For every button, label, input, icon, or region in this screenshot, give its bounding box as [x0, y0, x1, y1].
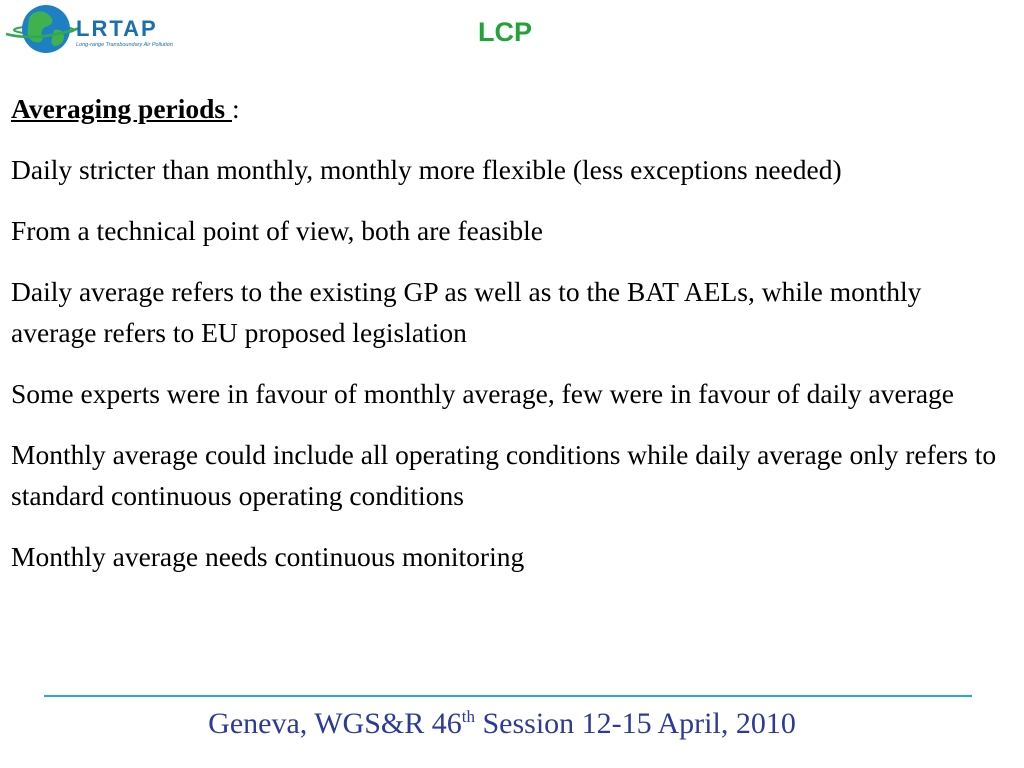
- paragraph: Monthly average needs continuous monitoring: [11, 541, 525, 572]
- section-heading: [11, 88, 1001, 129]
- heading-text: Averaging periods: [11, 93, 233, 124]
- slide-title: LCP: [478, 17, 532, 47]
- logo-text: LRTAP: [76, 16, 158, 41]
- footer-divider: [44, 695, 972, 697]
- footer-text: Geneva, WGS&R 46: [208, 707, 462, 740]
- heading-colon: :: [232, 93, 240, 124]
- logo-subtitle: Long-range Transboundary Air Pollution: [76, 42, 173, 48]
- paragraph: Daily stricter than monthly, monthly more flexible (less exceptions needed): [11, 154, 842, 185]
- paragraph: From a technical point of view, both are feasible: [11, 215, 543, 246]
- footer-superscript: th: [461, 707, 475, 726]
- footer: [0, 707, 1004, 741]
- footer-text-end: Session 12-15 April, 2010: [474, 707, 796, 740]
- slide-content: [11, 88, 1001, 597]
- paragraph: Daily average refers to the existing GP as well as to the BAT AELs, while monthly average refers to EU proposed legislation: [11, 276, 922, 348]
- paragraph: Monthly average could include all operating conditions while daily average only refers to standard continuous operating conditions: [11, 439, 997, 511]
- paragraph: Some experts were in favour of monthly average, few were in favour of daily average: [11, 378, 955, 409]
